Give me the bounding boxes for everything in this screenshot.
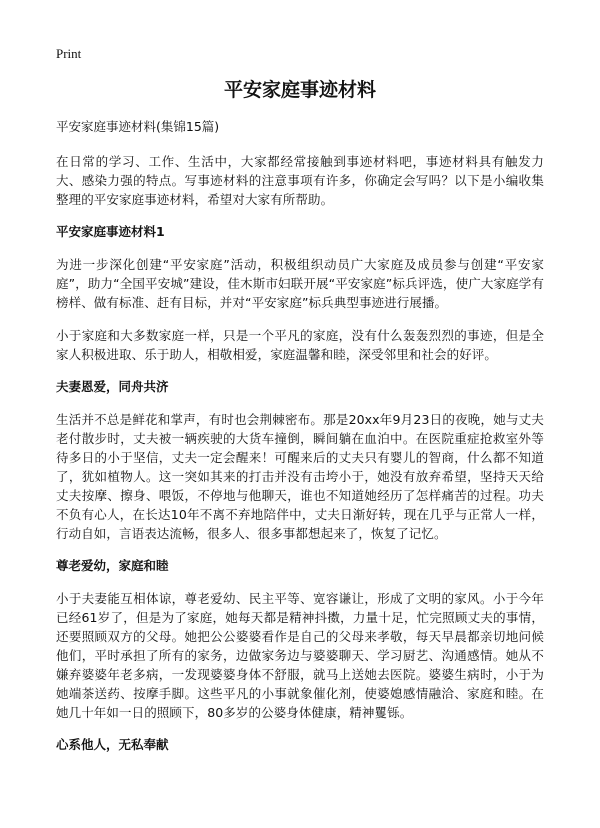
document-body (56, 118, 544, 768)
section-paragraph: 小于夫妻能互相体谅，尊老爱幼、民主平等、宽容谦让，形成了文明的家风。小于今年已经61岁了，但是为了家庭，她每天都是精神抖擞，力量十足，忙完照顾丈夫的事情，还要照顾双方的父母。她把公公婆婆看作是自己的父母来孝敬，每天早晨都亲切地问候他们，平时承担了所有的家务，边做家务边与婆婆聊天、学习厨艺、沟通感情。她从不嫌弃婆婆年老多病，一发现婆婆身体不舒服，就马上送她去医院。婆婆生病时，小于为她端茶送药、按摩手脚。这些平凡的小事就象催化剂，使婆媳感情融洽、家庭和睦。在她几十年如一日的照顾下，80多岁的公婆身体健康，精神矍铄。 (56, 591, 544, 720)
section-heading: 尊老爱幼，家庭和睦 (56, 558, 169, 573)
print-link[interactable]: Print (56, 46, 82, 61)
section-heading: 平安家庭事迹材料1 (56, 224, 165, 239)
section-paragraph: 小于家庭和大多数家庭一样，只是一个平凡的家庭，没有什么轰轰烈烈的事迹，但是全家人积极进取、乐于助人，相敬相爱，家庭温馨和睦，深受邻里和社会的好评。 (56, 328, 544, 362)
section-paragraph: 生活并不总是鲜花和掌声，有时也会荆棘密布。那是20xx年9月23日的夜晚，她与丈夫老付散步时，丈夫被一辆疾驶的大货车撞倒，瞬间躺在血泊中。在医院重症抢救室外等待多日的小于坚信，丈夫一定会醒来！可醒来后的丈夫只有婴儿的智商，什么都不知道了，犹如植物人。这一突如其来的打击并没有击垮小于，她没有放弃希望，坚持天天给丈夫按摩、擦身、喂饭，不停地与他聊天，谁也不知道她经历了怎样痛苦的过程。功夫不负有心人，在长达10年不离不弃地陪伴中，丈夫日渐好转，现在几乎与正常人一样，行动自如，言语表达流畅，很多人、很多事都想起来了，恢复了记忆。 (56, 412, 544, 541)
section-heading: 心系他人，无私奉献 (56, 737, 169, 752)
section-heading: 夫妻恩爱，同舟共济 (56, 379, 169, 394)
document-title: 平安家庭事迹材料 (223, 79, 376, 101)
section-paragraph: 为进一步深化创建“平安家庭”活动，积极组织动员广大家庭及成员参与创建“平安家庭”，助力“全国平安城”建设，佳木斯市妇联开展“平安家庭”标兵评选，使广大家庭学有榜样、做有标准、赶有目标，并对“平安家庭”标兵典型事迹进行展播。 (56, 257, 544, 310)
document-subtitle: 平安家庭事迹材料(集锦15篇) (56, 119, 220, 134)
intro-paragraph: 在日常的学习、工作、生活中，大家都经常接触到事迹材料吧，事迹材料具有触发力大、感染力强的特点。写事迹材料的注意事项有许多，你确定会写吗？以下是小编收集整理的平安家庭事迹材料，希望对大家有所帮助。 (56, 154, 544, 207)
